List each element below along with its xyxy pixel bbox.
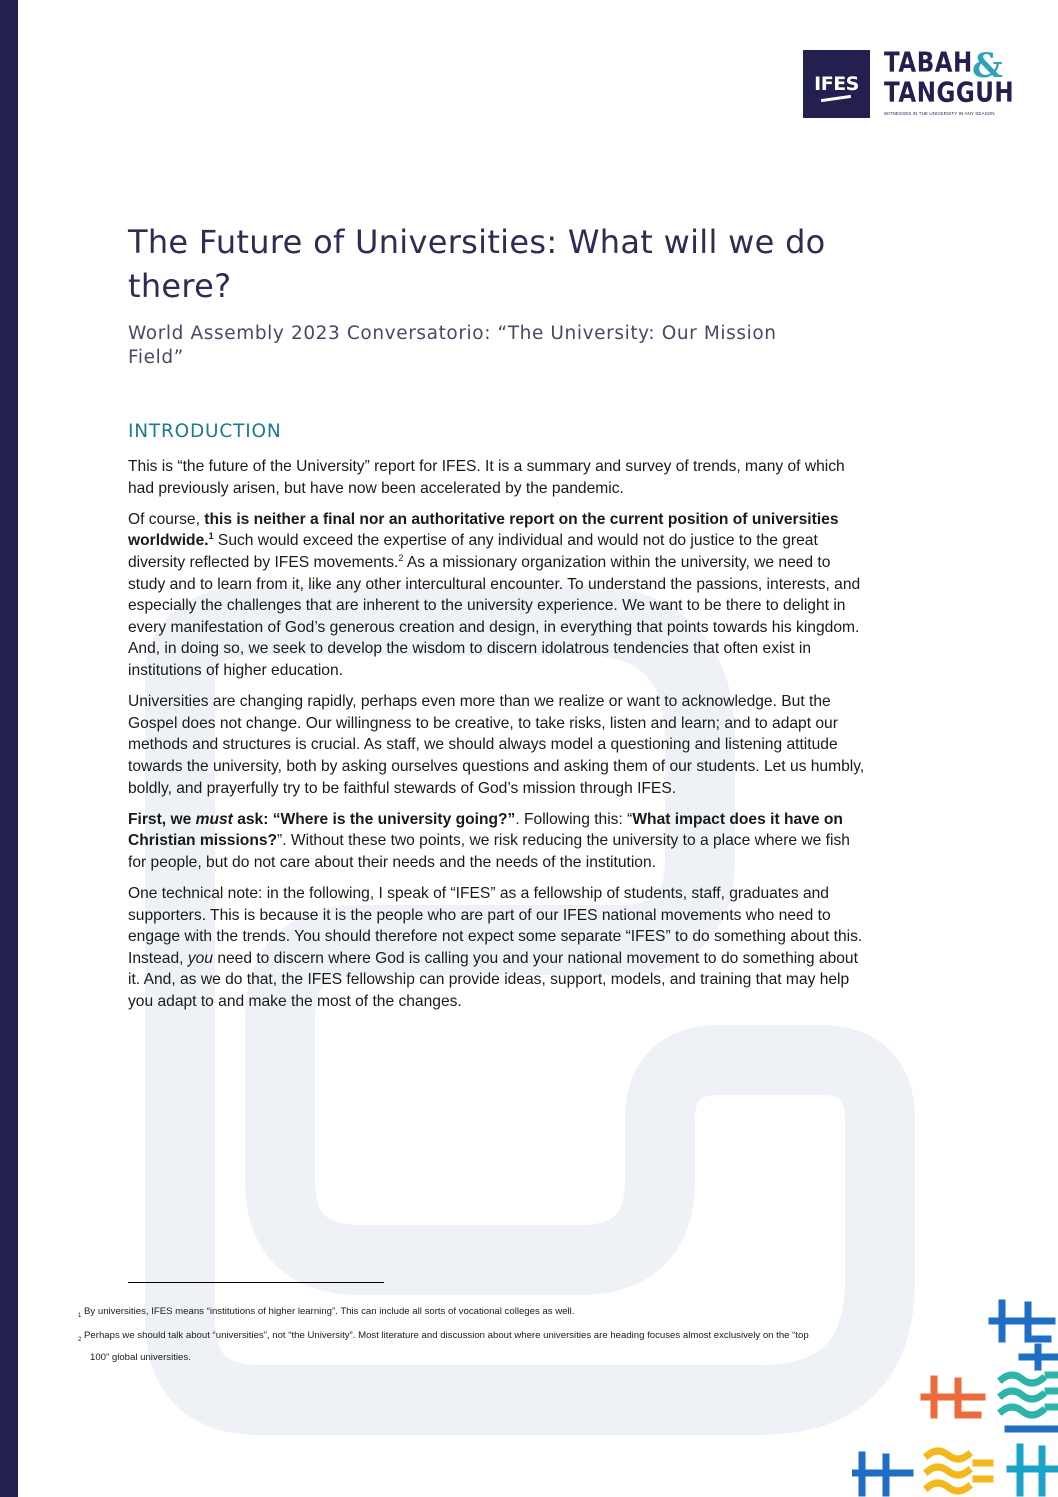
- tabah-logo-line2: TANGGUH: [884, 78, 1015, 109]
- paragraph-2: [128, 509, 868, 682]
- ifes-logo-underline: [821, 95, 851, 102]
- tabah-logo-tagline: WITNESSES IN THE UNIVERSITY IN ANY SEASON: [884, 111, 995, 116]
- body-text: [128, 456, 868, 1022]
- p2-text-c: As a missionary organization within the university, we need to study and to learn from it, like any other intercultural encounter. To understand the passions, interests, and especially the challenges that are inherent to the university experience. We want to be there to delight in every manifestation of God’s generous creation and design, in everything that points towards his kingdom. And, in doing so, we seek to develop the wisdom to discern idolatrous tendencies that often exist in institutions of higher education.: [128, 553, 861, 679]
- p4-text-a: . Following this: “: [515, 810, 633, 828]
- p4-bold-3: What impact does it have on Christian missions?: [128, 810, 843, 850]
- paragraph-4: [128, 809, 868, 874]
- paragraph-5: [128, 883, 868, 1013]
- footnote-2: [78, 1325, 948, 1369]
- footnote-1: [78, 1301, 948, 1323]
- paragraph-3: Universities are changing rapidly, perhaps even more than we realize or want to acknowledge. But the Gospel does not change. Our willingness to be creative, to take risks, listen and learn; and to adapt our methods and structures is crucial. As staff, we should always model a questioning and listening attitude towards the university, both by asking ourselves questions and asking them of our students. Let us humbly, boldly, and prayerfully try to be faithful stewards of God’s mission through IFES.: [128, 693, 865, 797]
- footnote-divider: [128, 1282, 384, 1283]
- left-accent-bar: [0, 0, 18, 1497]
- p5-emphasis: you: [187, 949, 213, 967]
- decorative-pattern: [852, 1295, 1058, 1497]
- ifes-logo-text: IFES: [814, 73, 859, 95]
- page-subtitle: World Assembly 2023 Conversatorio: “The University: Our Mission Field”: [128, 323, 777, 368]
- p5-text-b: need to discern where God is calling you and your national movement to do something about it. And, as we do that, the IFES fellowship can provide ideas, support, models, and training that may help you adapt to and make the most of the changes.: [128, 949, 858, 1011]
- tabah-logo-ampersand: &: [972, 46, 1003, 86]
- p4-bold-1: First, we: [128, 810, 196, 828]
- footnote-ref-2: 2: [398, 552, 404, 563]
- footnote-1-number: 1: [78, 1313, 82, 1319]
- ifes-logo: [803, 50, 870, 118]
- section-heading-introduction: INTRODUCTION: [128, 421, 282, 442]
- footnote-2-number: 2: [78, 1337, 82, 1343]
- page-title: The Future of Universities: What will we do there?: [128, 223, 826, 305]
- footnote-2-text: Perhaps we should talk about “universities”, not “the University”. Most literature and discussion about where universities are heading focuses almost exclusively on the “top: [81, 1330, 809, 1341]
- footnote-1-text: By universities, IFES means “institutions of higher learning”. This can include all sorts of vocational colleges as well.: [81, 1306, 575, 1317]
- p5-text-a: One technical note: in the following, I speak of “IFES” as a fellowship of students, staff, graduates and supporters. This is because it is the people who are part of our IFES national movements who need to engage with the trends. You should therefore not expect some separate “IFES” to do something about this. Instead,: [128, 885, 863, 967]
- p2-text-a: Of course,: [128, 510, 205, 528]
- p4-bold-2: ask: “Where is the university going?”: [232, 810, 516, 828]
- p4-text-b: ”. Without these two points, we risk reducing the university to a place where we fish for people, but do not care about their needs and the needs of the institution.: [128, 832, 850, 871]
- footnotes: [78, 1301, 948, 1371]
- footnote-ref-1: 1: [208, 531, 214, 542]
- p2-text-b: Such would exceed the expertise of any individual and would not do justice to the great diversity reflected by IFES movements.: [128, 532, 818, 571]
- tabah-logo-line1: TABAH: [884, 48, 973, 79]
- p2-bold: this is neither a final nor an authoritative report on the current position of universities worldwide.: [128, 510, 839, 550]
- footnote-2-continuation: 100” global universities.: [90, 1352, 191, 1363]
- p4-emphasis: must: [195, 810, 233, 828]
- tabah-tangguh-logo: [884, 46, 1015, 120]
- paragraph-1: This is “the future of the University” report for IFES. It is a summary and survey of trends, many of which had previously arisen, but have now been accelerated by the pandemic.: [128, 458, 845, 497]
